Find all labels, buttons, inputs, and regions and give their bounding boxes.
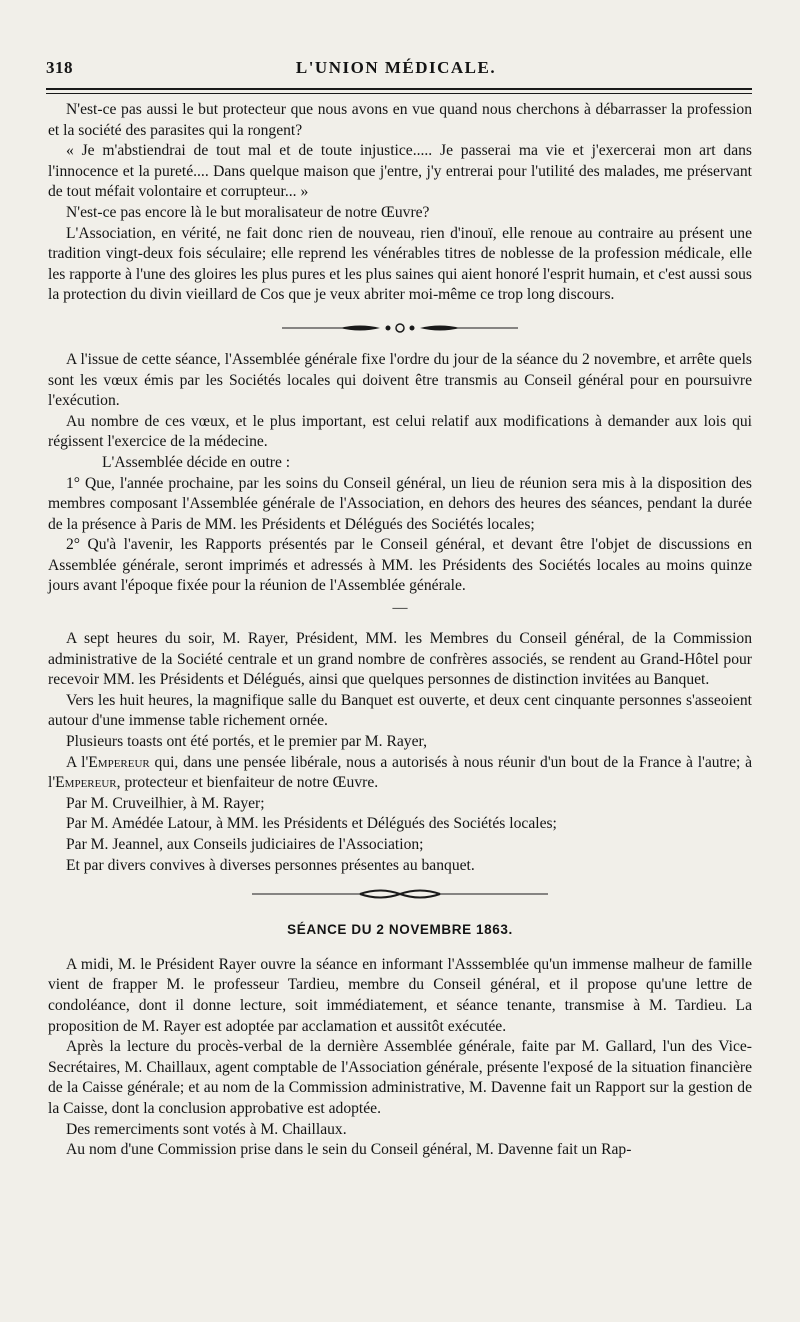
session-heading: SÉANCE DU 2 NOVEMBRE 1863. (287, 922, 513, 938)
ornament-divider (48, 876, 752, 912)
ornament-wave-icon (250, 887, 550, 901)
paragraph: Vers les huit heures, la magnifique salle du Banquet est ouverte, et deux cent cinquante personnes s'asseoient autour d'une immense table richement ornée. (48, 691, 752, 730)
paragraph: L'Association, en vérité, ne fait donc rien de nouveau, rien d'inouï, elle renoue au contraire au présent une tradition vingt-deux fois séculaire; elle reprend les vénérables titres de noblesse de la profession médicale, elle les rapporte à l'une des gloires les plus pures et les plus saines qui aient honoré l'esprit humain, et c'est aussi sous la protection du divin vieillard de Cos que je veux abriter moi-même ce trop long discours. (48, 224, 752, 304)
section-dash: — (392, 600, 408, 617)
paragraph: Des remerciments sont votés à M. Chaillaux. (66, 1120, 347, 1138)
paragraph: N'est-ce pas encore là le but moralisateur de notre Œuvre? (66, 203, 430, 221)
paragraph: Au nombre de ces vœux, et le plus important, est celui relatif aux modifications à demander aux lois qui régissent l'exercice de la médecine. (48, 412, 752, 451)
header-rule (46, 88, 752, 94)
paragraph: A l'issue de cette séance, l'Assemblée générale fixe l'ordre du jour de la séance du 2 novembre, et arrête quels sont les vœux émis par les Sociétés locales qui doivent être transmis au Conseil général pour en poursuivre l'exécution. (48, 350, 752, 410)
toast-paragraph: A l'Empereur qui, dans une pensée libérale, nous a autorisés à nous réunir d'un bout de la France à l'autre; à l'Empereur, protecteur et bienfaiteur de notre Œuvre. (48, 753, 752, 792)
paragraph: Au nom d'une Commission prise dans le sein du Conseil général, M. Davenne fait un Rap- (66, 1141, 632, 1159)
emperor-word: Empereur (88, 753, 150, 771)
paragraph: N'est-ce pas aussi le but protecteur que nous avons en vue quand nous cherchons à débarrasser la profession et la société des parasites qui la rongent? (48, 101, 752, 139)
ornament-flourish-icon (280, 321, 520, 335)
quote-paragraph: « Je m'abstiendrai de tout mal et de toute injustice..... Je passerai ma vie et j'exercerai mon art dans l'innocence et la pureté.... Dans quelque maison que j'entre, j'y entrerai pour l'utilité des malades, me préservant de tout méfait volontaire et corrupteur... » (48, 142, 752, 201)
toast-paragraph: Par M. Cruveilhier, à M. Rayer; (66, 794, 265, 812)
list-item: 2° Qu'à l'avenir, les Rapports présentés par le Conseil général, et devant être l'objet de discussions en Assemblée générale, seront imprimés et adressés à MM. les Présidents des Sociétés locales au moins quinze jours avant l'époque fixée pour la réunion de l'Assemblée générale. (48, 536, 752, 595)
paragraph: A midi, M. le Président Rayer ouvre la séance en informant l'Asssemblée qu'un immense malheur de famille vient de frapper M. le professeur Tardieu, membre du Conseil général, et il propose qu'une lettre de condoléance, dont il donne lecture, soit immédiatement, et séance tenante, transmise à M. Tardieu. La proposition de M. Rayer est adoptée par acclamation et aussitôt exécutée. (48, 955, 752, 1035)
toast-paragraph: Par M. Jeannel, aux Conseils judiciaires de l'Association; (66, 836, 424, 853)
paragraph: Plusieurs toasts ont été portés, et le premier par M. Rayer, (66, 733, 427, 751)
page-number: 318 (46, 58, 73, 77)
toast-paragraph: Et par divers convives à diverses personnes présentes au banquet. (66, 856, 475, 874)
paragraph: A sept heures du soir, M. Rayer, Président, MM. les Membres du Conseil général, de la Commission administrative de la Société centrale et un grand nombre de confrères associés, se rendent au Grand-Hôtel pour recevoir MM. les Présidents et Délégués, ainsi que quelques personnes de distinction invitées au Banquet. (48, 630, 752, 689)
article-body (48, 100, 752, 1161)
toast-paragraph: Par M. Amédée Latour, à MM. les Présidents et Délégués des Sociétés locales; (66, 815, 557, 833)
paragraph: Après la lecture du procès-verbal de la dernière Assemblée générale, faite par M. Gallard, l'un des Vice-Secrétaires, M. Chaillaux, agent comptable de l'Association générale, présente l'exposé de la situation financière de la Caisse générale; et au nom de la Commission administrative, M. Davenne fait un Rapport sur la gestion de la Caisse, dont la conclusion approbative est adoptée. (48, 1038, 752, 1117)
list-item: 1° Que, l'année prochaine, par les soins du Conseil général, un lieu de réunion sera mis à la disposition des membres composant l'Assemblée générale de l'Association, en dehors des heures des séances, pendant la durée de la présence à Paris de MM. les Présidents et Délégués des Sociétés locales; (48, 474, 752, 533)
paragraph: L'Assemblée décide en outre : (102, 453, 291, 471)
emperor-word: Empereur (55, 774, 117, 792)
page-header (46, 58, 746, 84)
ornament-divider (48, 306, 752, 350)
running-title: L'UNION MÉDICALE. (295, 58, 497, 77)
